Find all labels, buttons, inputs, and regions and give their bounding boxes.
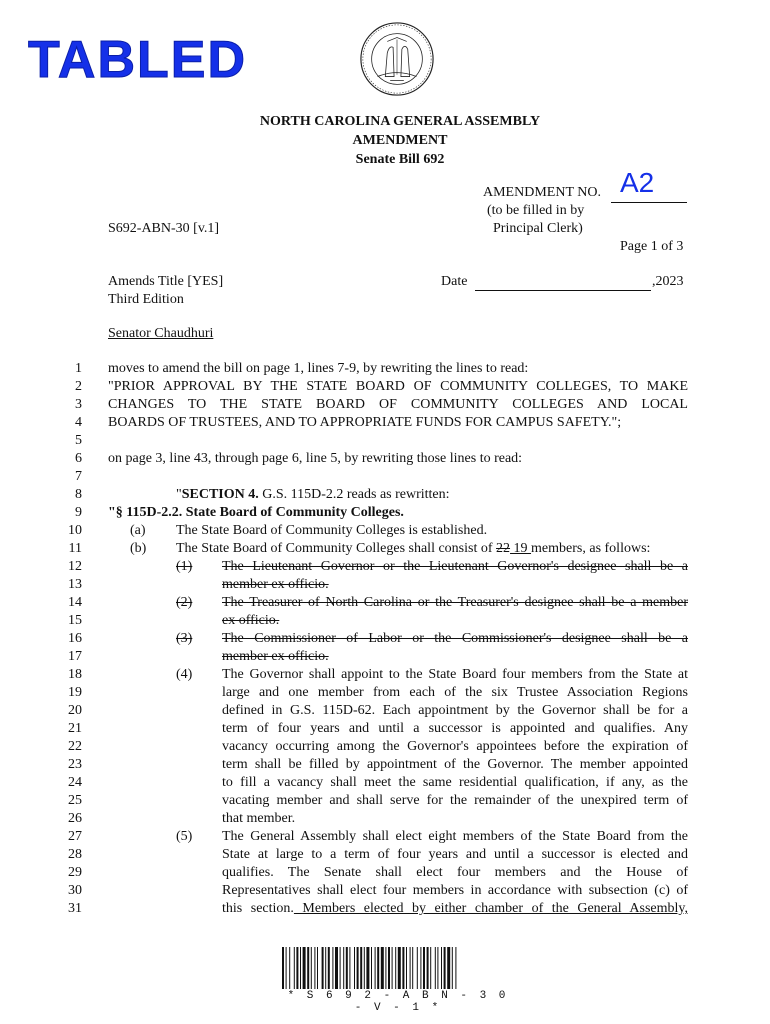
line-number: 13 <box>68 577 82 592</box>
amendment-heading: AMENDMENT <box>352 133 448 148</box>
line-number: 30 <box>68 883 82 898</box>
date-blank <box>475 275 651 291</box>
barcode-bar <box>410 947 411 989</box>
barcode-bar <box>430 947 431 989</box>
barcode-bar <box>335 947 338 989</box>
bill-heading: Senate Bill 692 <box>355 152 445 167</box>
line-number: 22 <box>68 739 82 754</box>
line-number: 4 <box>75 415 82 430</box>
amendment-code: S692-ABN-30 [v.1] <box>108 221 220 236</box>
fill-note-1: (to be filled in by <box>487 203 585 218</box>
body-text-line: vacancy occurring among the Governor's appointees before the expiration of <box>222 739 688 754</box>
line-number: 18 <box>68 667 82 682</box>
line-number: 7 <box>75 469 82 484</box>
barcode-icon <box>282 947 514 989</box>
barcode-bar <box>395 947 396 989</box>
body-text-line: BOARDS OF TRUSTEES, AND TO APPROPRIATE FUNDS FOR CAMPUS SAFETY."; <box>108 415 622 430</box>
subsection-label: (2) <box>176 595 193 610</box>
subsection-label: (a) <box>130 523 146 538</box>
body-text-line: The Commissioner of Labor or the Commissioner's designee shall be a <box>222 631 688 646</box>
line-number: 1 <box>75 361 82 376</box>
barcode-bar <box>406 947 407 989</box>
body-text-line: The Treasurer of North Carolina or the Treasurer's designee shall be a member <box>222 595 688 610</box>
inserted-text: 19 <box>510 541 532 556</box>
barcode-bar <box>286 947 287 989</box>
edition: Third Edition <box>108 292 184 307</box>
body-text-line: member ex officio. <box>222 649 329 664</box>
barcode-bar <box>357 947 359 989</box>
barcode-bar <box>441 947 442 989</box>
barcode-bar <box>385 947 386 989</box>
line-number: 27 <box>68 829 82 844</box>
barcode-bar <box>366 947 369 989</box>
body-text-line: Representatives shall elect four members in accordance with subsection (c) of <box>222 883 688 898</box>
body-text-line: large and one member from each of the six Trustee Association Regions <box>222 685 688 700</box>
body-text-line: defined in G.S. 115D-62. Each appointment by the Governor shall be for a <box>222 703 688 718</box>
barcode-bar <box>364 947 365 989</box>
barcode-bar <box>325 947 326 989</box>
amendment-no-label: AMENDMENT NO. <box>483 185 601 200</box>
barcode-bar <box>282 947 284 989</box>
line-number: 14 <box>68 595 82 610</box>
body-text-line: to fill a vacancy shall meet the same residential qualification, if any, as the <box>222 775 688 790</box>
amends-title: Amends Title [YES] <box>108 274 224 289</box>
barcode-bar <box>328 947 330 989</box>
barcode-bar <box>437 947 438 989</box>
line-number: 26 <box>68 811 82 826</box>
line-number: 23 <box>68 757 82 772</box>
page-number: Page 1 of 3 <box>620 239 684 254</box>
date-label: Date <box>441 274 468 289</box>
barcode-bar <box>388 947 390 989</box>
barcode-bar <box>317 947 318 989</box>
barcode-bar <box>332 947 333 989</box>
barcode-bar <box>289 947 290 989</box>
body-text-line: CHANGES TO THE STATE BOARD OF COMMUNITY COLLEGES AND LOCAL <box>108 397 688 412</box>
barcode-bar <box>300 947 301 989</box>
barcode-bar <box>346 947 348 989</box>
body-text-line: The Lieutenant Governor or the Lieutenant Governor's designee shall be a <box>222 559 688 574</box>
barcode-bar <box>343 947 344 989</box>
body-text-line: "PRIOR APPROVAL BY THE STATE BOARD OF COMMUNITY COLLEGES, TO MAKE <box>108 379 688 394</box>
subsection-label: (b) <box>130 541 147 556</box>
line-number: 28 <box>68 847 82 862</box>
line-number: 12 <box>68 559 82 574</box>
barcode-bar <box>322 947 324 989</box>
barcode-bar <box>354 947 355 989</box>
line-number: 8 <box>75 487 82 502</box>
barcode-bar <box>412 947 413 989</box>
line-number: 25 <box>68 793 82 808</box>
body-text-line: ex officio. <box>222 613 280 628</box>
line-number: 6 <box>75 451 82 466</box>
line-number: 16 <box>68 631 82 646</box>
line-number: 11 <box>68 541 82 556</box>
body-text-line: term of four years and until a successor is appointed and qualifies. Any <box>222 721 688 736</box>
barcode-bar <box>420 947 421 989</box>
barcode-bar <box>349 947 350 989</box>
line-number: 17 <box>68 649 82 664</box>
deleted-text: 22 <box>496 541 511 556</box>
body-text-line: term shall be filled by appointment of the Governor. The member appointed <box>222 757 688 772</box>
barcode-bar <box>427 947 429 989</box>
subsection-label: (5) <box>176 829 193 844</box>
body-text-line: that member. <box>222 811 296 826</box>
amendment-no-value: A2 <box>620 167 655 198</box>
body-text-line: The Governor shall appoint to the State Board four members from the State at <box>222 667 688 682</box>
fill-note-2: Principal Clerk) <box>493 221 583 236</box>
body-text-line: "SECTION 4. G.S. 115D-2.2 reads as rewritten: <box>176 487 450 502</box>
barcode-bar <box>398 947 401 989</box>
body-text-line: moves to amend the bill on page 1, lines 7-9, by rewriting the lines to read: <box>108 361 529 376</box>
barcode-bar <box>375 947 376 989</box>
tabled-stamp: TABLED <box>28 31 248 89</box>
line-number: 19 <box>68 685 82 700</box>
barcode-bar <box>455 947 456 989</box>
barcode-text: * S 6 9 2 - A B N - 3 0 - V - 1 * <box>287 990 509 1014</box>
body-text-line: The General Assembly shall elect eight members of the State Board from the <box>222 829 688 844</box>
line-number: 10 <box>68 523 82 538</box>
body-text-line: this section. Members elected by either chamber of the General Assembly, <box>222 901 688 916</box>
subsection-label: (3) <box>176 631 193 646</box>
barcode-bar <box>444 947 446 989</box>
body-text-line: on page 3, line 43, through page 6, line 5, by rewriting those lines to read: <box>108 451 523 466</box>
body-text-line: The State Board of Community Colleges is established. <box>176 523 488 538</box>
line-number: 15 <box>68 613 82 628</box>
barcode-bar <box>417 947 418 989</box>
body-text-line: State at large to a term of four years and until a successor is elected and <box>222 847 688 862</box>
line-number: 3 <box>75 397 82 412</box>
barcode-bar <box>311 947 312 989</box>
barcode-bar <box>447 947 450 989</box>
body-text-line: vacating member and shall serve for the remainder of the unexpired term of <box>222 793 688 808</box>
assembly-heading: NORTH CAROLINA GENERAL ASSEMBLY <box>259 114 541 129</box>
line-number: 21 <box>68 721 82 736</box>
barcode-bar <box>307 947 309 989</box>
barcode-bar <box>423 947 425 989</box>
line-number: 20 <box>68 703 82 718</box>
barcode-bar <box>381 947 384 989</box>
subsection-label: (1) <box>176 559 193 574</box>
body-text-line: member ex officio. <box>222 577 329 592</box>
barcode-bar <box>314 947 315 989</box>
body-text-line: qualifies. The Senate shall elect four members and the House of <box>222 865 688 880</box>
barcode-bar <box>392 947 393 989</box>
line-number: 9 <box>75 505 82 520</box>
date-year: ,2023 <box>652 274 684 289</box>
body-text-line: The State Board of Community Colleges shall consist of 22 19 members, as follows: <box>176 541 651 556</box>
section-heading: SECTION 4. <box>181 487 259 502</box>
barcode-bar <box>360 947 362 989</box>
barcode-bar <box>377 947 379 989</box>
barcode-bar <box>294 947 295 989</box>
barcode-bar <box>296 947 298 989</box>
subsection-label: (4) <box>176 667 193 682</box>
line-number: 5 <box>75 433 82 448</box>
barcode-bar <box>402 947 404 989</box>
barcode-bar <box>452 947 453 989</box>
body-text-line: "§ 115D-2.2. State Board of Community Colleges. <box>108 505 404 520</box>
barcode-bar <box>435 947 436 989</box>
barcode-bar <box>303 947 306 989</box>
sponsor: Senator Chaudhuri <box>108 326 214 341</box>
nc-state-seal-icon <box>358 20 436 98</box>
inserted-text: Members elected by either chamber of the General Assembly, <box>293 901 688 916</box>
line-number: 29 <box>68 865 82 880</box>
barcode-bar <box>340 947 341 989</box>
line-number: 24 <box>68 775 82 790</box>
line-number: 31 <box>68 901 82 916</box>
barcode-bar <box>371 947 372 989</box>
line-number: 2 <box>75 379 82 394</box>
